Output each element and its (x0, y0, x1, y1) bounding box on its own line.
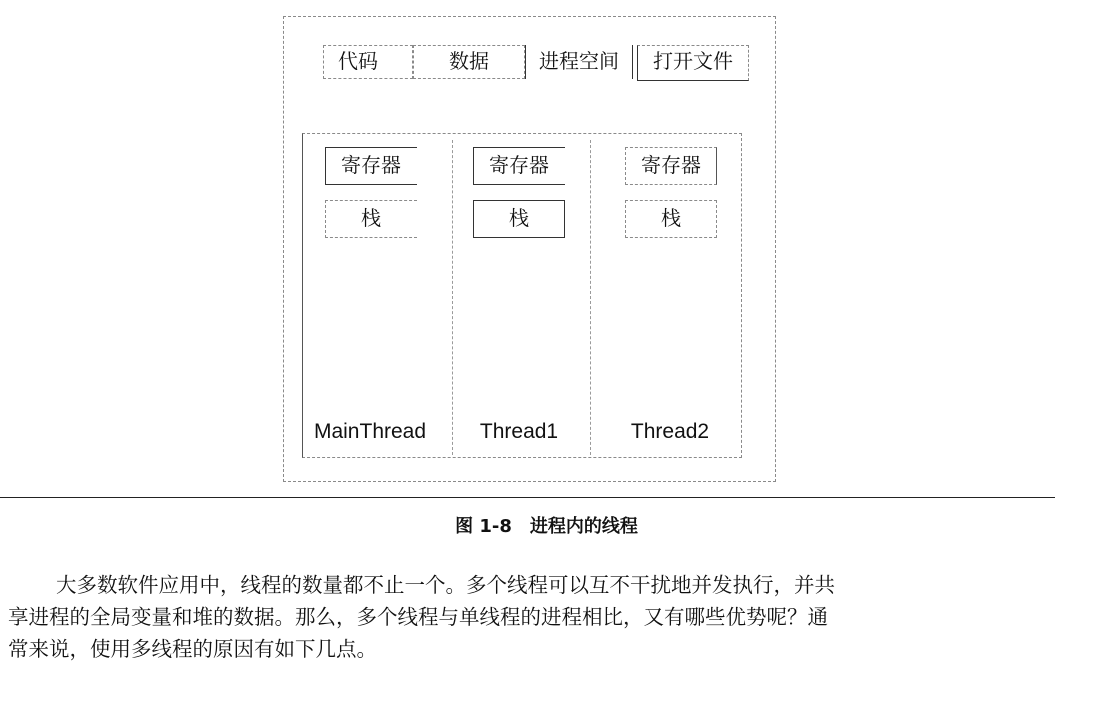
figure-divider (0, 497, 1055, 498)
thread2-register: 寄存器 (641, 153, 701, 177)
thread-divider-1 (452, 140, 453, 455)
mainthread-label: MainThread (313, 420, 427, 443)
mainthread-register: 寄存器 (341, 153, 401, 177)
thread1-label: Thread1 (479, 420, 559, 443)
thread2-stack: 栈 (661, 206, 681, 230)
thread-divider-2 (590, 140, 591, 455)
body-line-3: 常来说，使用多线程的原因有如下几点。 (8, 637, 377, 661)
segment-address-space: 进程空间 (539, 49, 619, 73)
thread2-label: Thread2 (630, 420, 710, 443)
segment-code: 代码 (338, 49, 378, 73)
thread1-stack: 栈 (509, 206, 529, 230)
segment-open-files: 打开文件 (653, 49, 733, 73)
mainthread-stack: 栈 (361, 206, 381, 230)
figure-caption: 图 1-8 进程内的线程 (455, 516, 638, 537)
segment-data: 数据 (449, 49, 489, 73)
thread1-register: 寄存器 (489, 153, 549, 177)
body-line-2: 享进程的全局变量和堆的数据。那么，多个线程与单线程的进程相比，又有哪些优势呢？通 (8, 605, 828, 629)
body-paragraph (8, 569, 1048, 665)
body-line-1: 大多数软件应用中，线程的数量都不止一个。多个线程可以互不干扰地并发执行，并共 (56, 573, 835, 597)
